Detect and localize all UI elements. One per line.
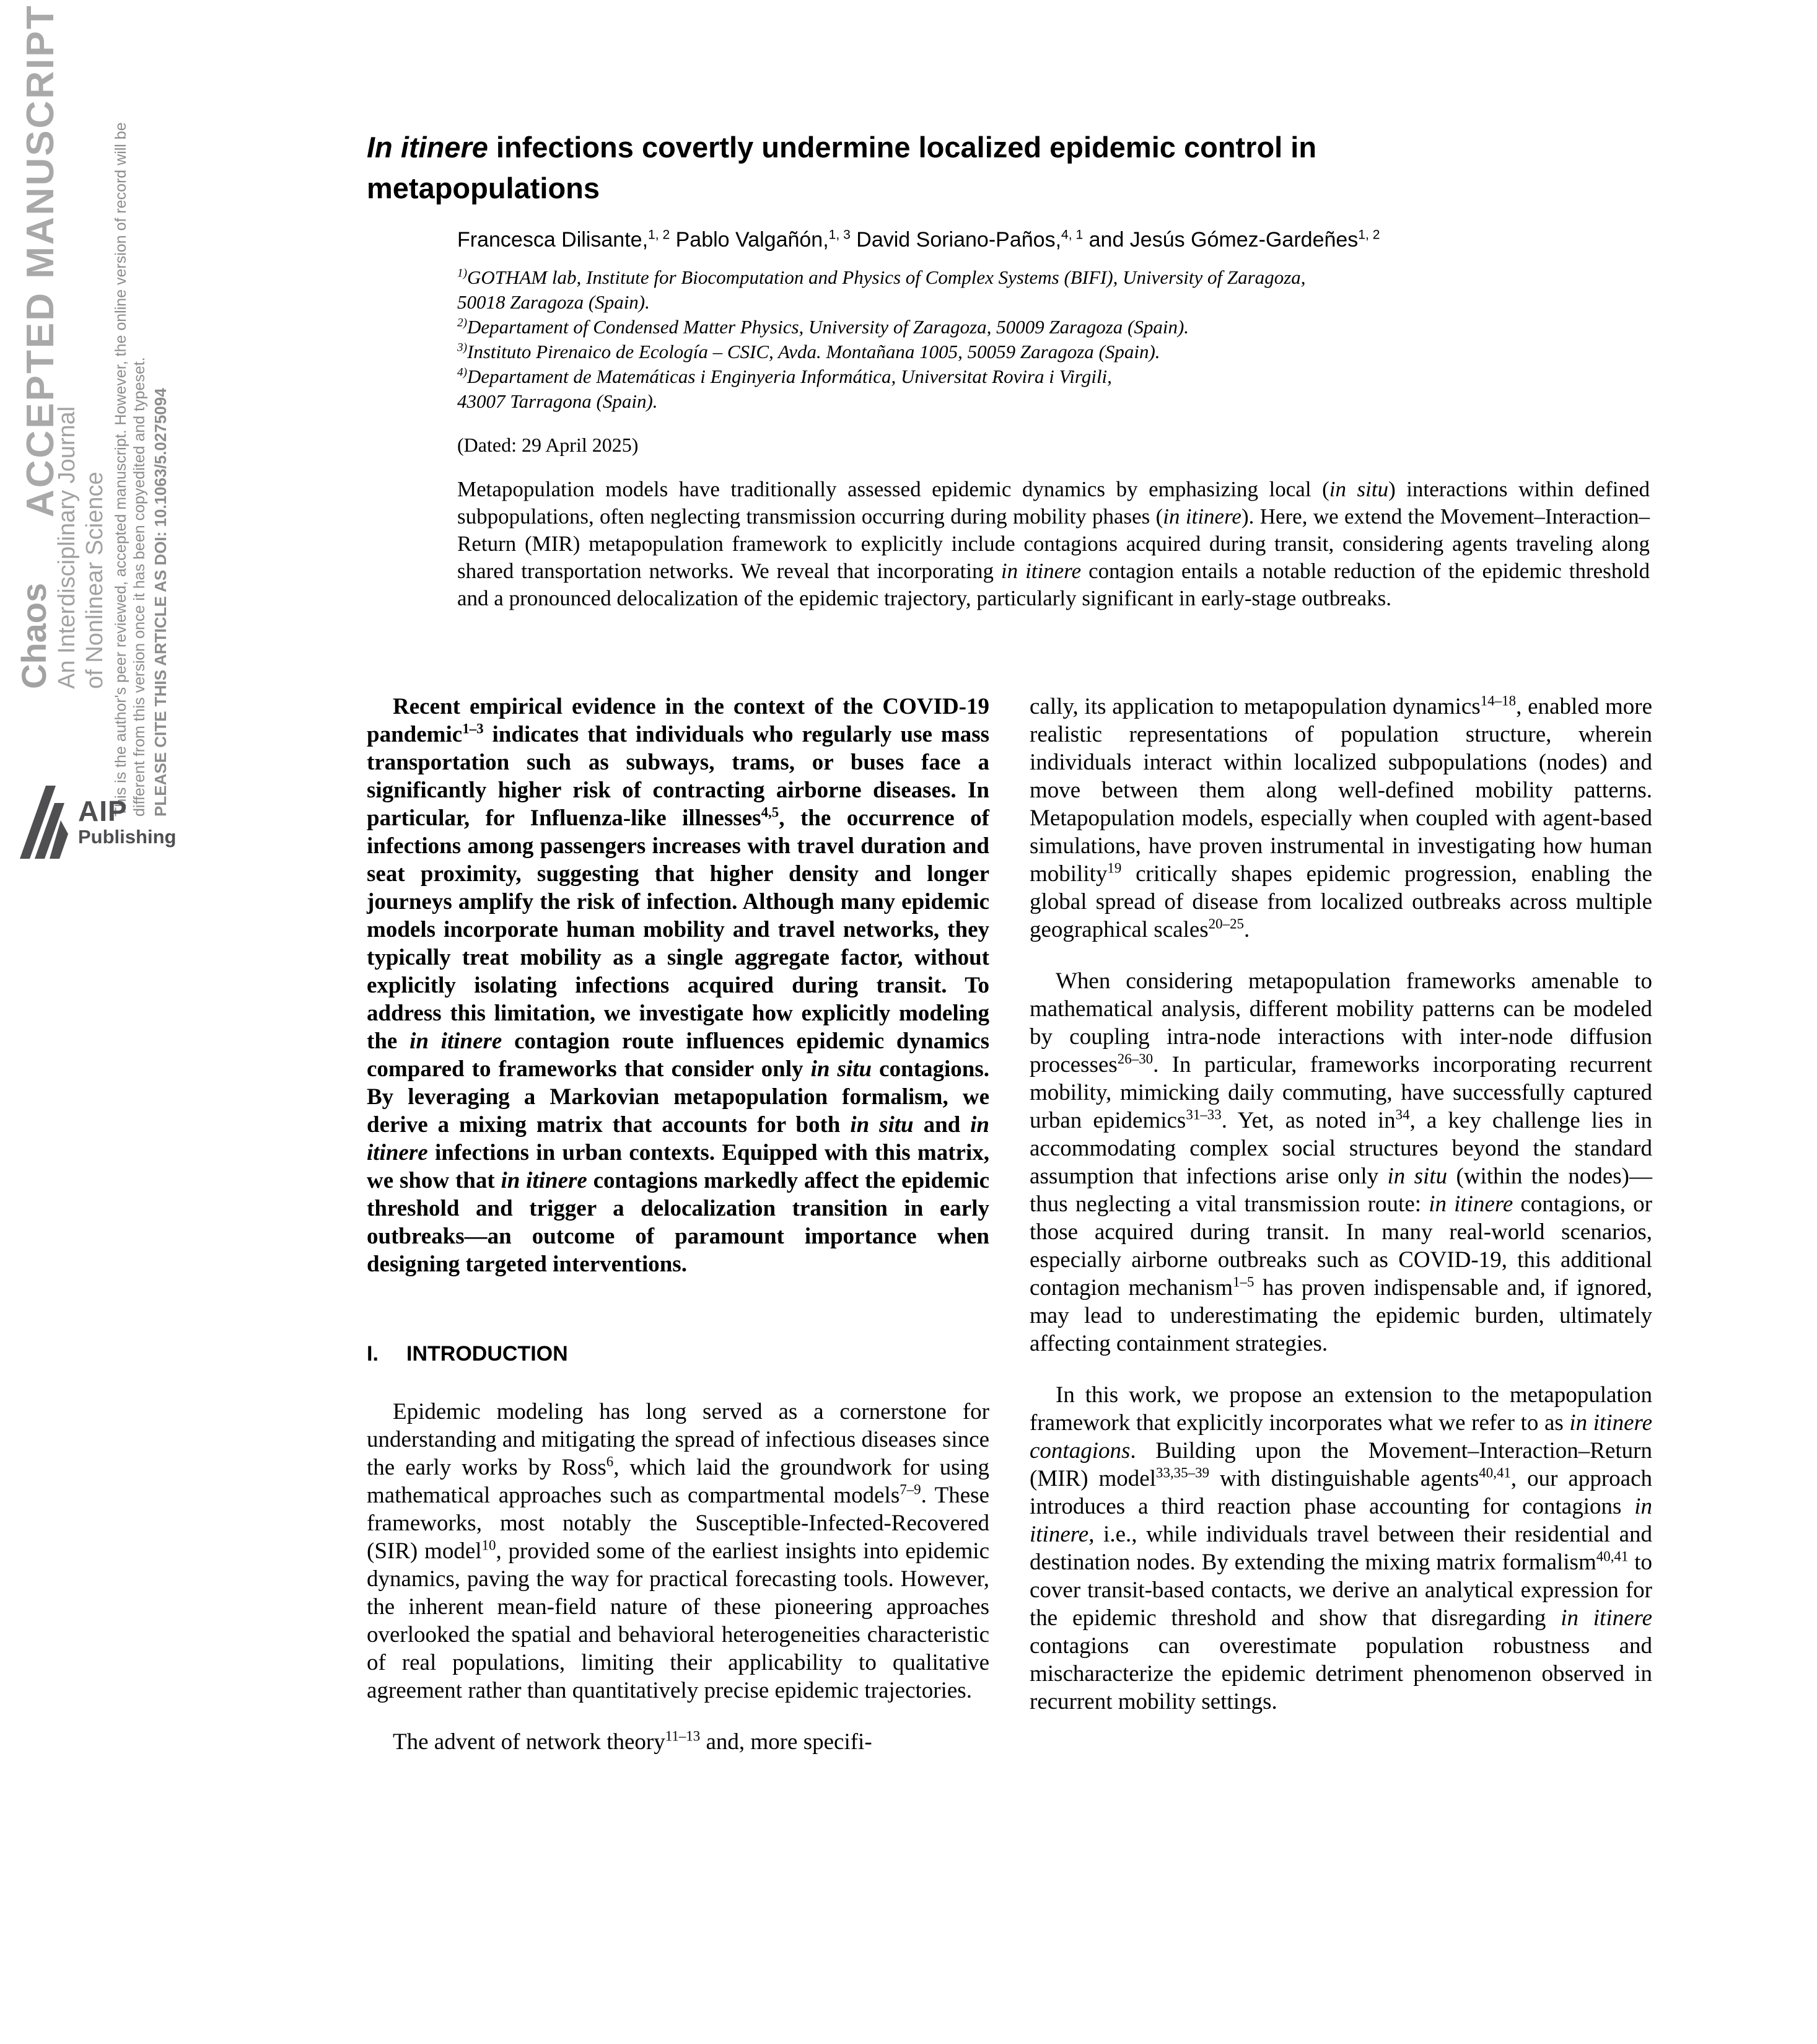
accepted-manuscript-watermark: ACCEPTED MANUSCRIPT [19, 4, 62, 517]
affiliations-list [457, 265, 1696, 414]
peer-review-disclaimer: This is the author's peer reviewed, accepted manuscript. However, the online version of record will be different from this version once it has been copyedited and typeset. [112, 122, 148, 817]
affiliation-1: $^{1)}$GOTHAM lab, Institute for Biocomputation and Physics of Complex Systems (BIFI), University of Zaragoza, 50018 Zaragoza (Spain). [457, 266, 1306, 313]
right-column [1030, 693, 1652, 1716]
aip-logo-name: AIP [78, 795, 128, 827]
right-column-paragraph-3: In this work, we propose an extension to the metapopulation framework that explicitly incorporates what we refer to as in itinere contagions. Building upon the Movement–Interaction–Return (MIR) model$^{33,35-39}$ with distinguishable agents$^{40,41}$, our approach introduces a third reaction phase accounting for contagions in itinere, i.e., while individuals travel between their residential and destination nodes. By extending the mixing matrix formalism$^{40,41}$ to cover transit-based contacts, we derive an analytical expression for the epidemic threshold and show that disregarding in itinere contagions can overestimate population robustness and mischaracterize the epidemic detriment phenomenon observed in recurrent mobility settings. [1030, 1382, 1652, 1714]
section-i-introduction [367, 1340, 989, 1368]
introduction-paragraph-1: Epidemic modeling has long served as a cornerstone for understanding and mitigating the spread of infectious diseases since the early works by Ross$^6$, which laid the groundwork for using mathematical approaches such as compartmental models$^{7-9}$. These frameworks, most notably the Susceptible-Infected-Recovered (SIR) model$^{10}$, provided some of the earliest insights into epidemic dynamics, paving the way for practical forecasting tools. However, the inherent mean-field nature of these pioneering approaches overlooked the spatial and behavioral heterogeneities characteristic of real populations, limiting their applicability to qualitative agreement rather than quantitatively precise epidemic trajectories. [367, 1399, 990, 1703]
section-number: I. [367, 1342, 379, 1366]
affiliation-2: $^{2)}$Departament of Condensed Matter Physics, University of Zaragoza, 50009 Zaragoza (Spain). [457, 316, 1189, 338]
introduction-paragraph-2-continued: The advent of network theory$^{11-13}$ and, more specifi- [393, 1728, 872, 1755]
section-title: INTRODUCTION [406, 1342, 568, 1366]
affiliation-3: $^{3)}$Instituto Pirenaico de Ecología – CSIC, Avda. Montañana 1005, 50059 Zaragoza (Spain). [457, 341, 1160, 362]
date-line: (Dated: 29 April 2025) [457, 434, 639, 456]
right-column-paragraph-1-continued: cally, its application to metapopulation dynamics$^{14-18}$, enabled more realistic representations of population structure, wherein individuals interact within localized subpopulations (nodes) and move between them along well-defined mobility patterns. Metapopulation models, especially when coupled with agent-based simulations, have proven instrumental in investigating how human mobility$^{19}$ critically shapes epidemic progression, enabling the global spread of disease from localized outbreaks across multiple geographical scales$^{20-25}$. [1030, 693, 1652, 942]
aip-logo-publishing: Publishing [78, 826, 177, 848]
authors-line: Francesca Dilisante,$^{1, 2}$ Pablo Valgañón,$^{1, 3}$ David Soriano-Paños,$^{4, 1}$ and Jesús Gómez-Gardeñes$^{1, 2}$ [457, 227, 1380, 252]
article-title: In itinere infections covertly undermine localized epidemic control in metapopulations [367, 131, 1317, 204]
journal-name: Chaos [14, 582, 53, 689]
left-column [367, 693, 989, 1756]
right-column-paragraph-2: When considering metapopulation frameworks amenable to mathematical analysis, different mobility patterns can be modeled by coupling intra-node interactions with inter-node diffusion processes$^{26-30}$. In particular, frameworks incorporating recurrent mobility, mimicking daily commuting, have successfully captured urban epidemics$^{31-33}$. Yet, as noted $in^{34}$, a key challenge lies in accommodating complex social structures beyond the standard assumption that infections arise only in situ (within the nodes)—thus neglecting a vital transmission route: in itinere contagions, or those acquired during transit. In many real-world scenarios, especially airborne outbreaks such as COVID-19, this additional contagion mechanism$^{1-5}$ has proven indispensable and, if ignored, may lead to underestimating the epidemic burden, ultimately affecting containment strategies. [1030, 968, 1652, 1356]
journal-subtitle-line1: An Interdisciplinary Journal [54, 406, 80, 689]
affiliation-4: $^{4)}$Departament de Matemáticas i Enginyeria Informática, Universitat Rovira i Virgili, 43007 Tarragona (Spain). [457, 366, 1112, 412]
doi-citation-notice: PLEASE CITE THIS ARTICLE AS DOI: 10.1063/5.0275094 [151, 388, 170, 817]
abstract-paragraph: Metapopulation models have traditionally assessed epidemic dynamics by emphasizing local (in situ) interactions within defined subpopulations, often neglecting transmission occurring during mobility phases (in itinere). Here, we extend the Movement–Interaction–Return (MIR) metapopulation framework to explicitly include contagions acquired during transit, considering agents traveling along shared transportation networks. We reveal that incorporating in itinere contagion entails a notable reduction of the epidemic threshold and a pronounced delocalization of the epidemic trajectory, particularly significant in early-stage outbreaks. [457, 477, 1650, 610]
journal-subtitle-line2: of Nonlinear Science [82, 472, 108, 689]
lead-summary-paragraph: Recent empirical evidence in the context of the COVID-19 pandemic$^{1-3}$ indicates that individuals who regularly use mass transportation such as subways, trams, or buses face a significantly higher risk of contracting airborne diseases. In particular, for Influenza-like illnesses$^{4,5}$, the occurrence of infections among passengers increases with travel duration and seat proximity, suggesting that higher density and longer journeys amplify the risk of infection. Although many epidemic models incorporate human mobility and travel networks, they typically treat mobility as a single aggregate factor, without explicitly isolating infections acquired during transit. To address this limitation, we investigate how explicitly modeling the in itinere contagion route influences epidemic dynamics compared to frameworks that consider only in situ contagions. By leveraging a Markovian metapopulation formalism, we derive a mixing matrix that accounts for both in situ and in itinere infections in urban contexts. Equipped with this matrix, we show that in itinere contagions markedly affect the epidemic threshold and trigger a delocalization transition in early outbreaks—an outcome of paramount importance when designing targeted interventions. [367, 694, 990, 1277]
